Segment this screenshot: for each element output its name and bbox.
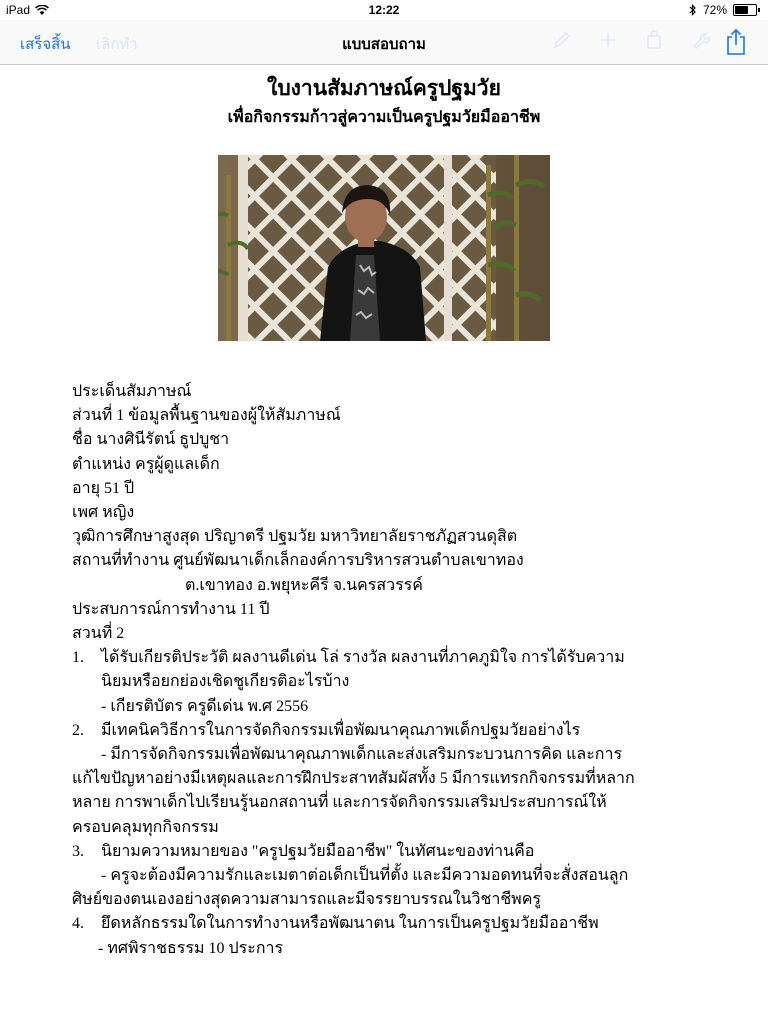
answer-3-line-2: ศิษย์ของตนเองอย่างสุดความสามารถและมีจรรยาบรรณในวิชาชีพครู — [72, 891, 542, 909]
answer-2-line-4: ครอบคลุมทุกกิจกรรม — [72, 818, 219, 836]
status-right — [689, 3, 760, 17]
question-number: 2. — [72, 721, 84, 739]
age-line: อายุ 51 ปี — [72, 479, 135, 497]
wrench-icon[interactable] — [690, 30, 710, 50]
question-text: มีเทคนิควิธีการในการจัดกิจกรรมเพื่อพัฒนาคุณภาพเด็กปฐมวัยอย่างไร — [101, 721, 581, 739]
bluetooth-icon — [689, 4, 697, 16]
section-heading: ประเด็นสัมภาษณ์ — [72, 383, 192, 400]
status-bar — [0, 0, 768, 20]
document-subtitle: เพื่อกิจกรรมก้าวสู่ความเป็นครูปฐมวัยมืออาชีพ — [227, 109, 541, 126]
teacher-photo-image — [218, 155, 550, 341]
answer-4: - ทศพิราชธรรม 10 ประการ — [98, 939, 284, 957]
undo-button[interactable]: เลิกทำ — [96, 36, 138, 53]
battery-tip — [758, 8, 760, 12]
carrier-label: iPad — [6, 3, 31, 17]
answer-2-line-1: - มีการจัดกิจกรรมเพื่อพัฒนาคุณภาพเด็กและส่งเสริมกระบวนการคิด และการ — [101, 746, 623, 764]
answer-2-line-3: หลาย การพาเด็กไปเรียนรู้นอกสถานที่ และการจัดกิจกรรมเสริมประสบการณ์ให้ — [72, 794, 607, 812]
document-title: ใบงานสัมภาษณ์ครูปฐมวัย — [267, 76, 501, 100]
workplace-address-line: ต.เขาทอง อ.พยุหะคีรี จ.นครสวรรค์ — [185, 576, 423, 594]
question-1 — [72, 646, 712, 670]
answer-1: - เกียรติบัตร ครูดีเด่น พ.ศ 2556 — [101, 697, 309, 715]
education-line: วุฒิการศึกษาสูงสุด ปริญาตรี ปฐมวัย มหาวิทยาลัยราชภัฏสวนดุสิต — [72, 528, 518, 546]
battery-percent: 72% — [702, 3, 727, 17]
name-line: ชื่อ นางศินีรัตน์ ธูปบูชา — [72, 431, 230, 449]
question-text: ได้รับเกียรติประวัติ ผลงานดีเด่น โล่ รางวัล ผลงานที่ภาคภูมิใจ การได้รับความ — [101, 649, 625, 667]
workplace-line: สถานที่ทำงาน ศูนย์พัฒนาเด็กเล็กองค์การบริหารสวนตำบลเขาทอง — [72, 552, 524, 570]
question-number: 4. — [72, 915, 84, 933]
position-line: ตำแหน่ง ครูผู้ดูแลเด็ก — [72, 455, 220, 473]
teacher-photo — [218, 155, 550, 341]
gender-line: เพศ หญิง — [72, 504, 135, 522]
battery-level — [735, 6, 748, 14]
done-button[interactable]: เสร็จสิ้น — [20, 36, 71, 53]
toolbar-icons — [552, 30, 710, 50]
share-icon[interactable] — [724, 28, 748, 56]
plus-icon[interactable] — [598, 30, 618, 50]
question-number: 3. — [72, 842, 84, 860]
interview-content — [72, 380, 712, 961]
nav-bar — [0, 20, 768, 65]
question-1-cont: นิยมหรือยกย่องเชิดชูเกียรติอะไรบ้าง — [101, 673, 350, 691]
clock: 12:22 — [368, 3, 400, 17]
answer-2-line-2: แก้ไขปัญหาอย่างมีเหตุผลและการฝึกประสาทสัมผัสทั้ง 5 มีการแทรกกิจกรรมที่หลาก — [72, 770, 635, 788]
question-3 — [72, 840, 712, 864]
bag-icon[interactable] — [644, 30, 664, 50]
question-number: 1. — [72, 649, 84, 667]
part-1-heading: ส่วนที่ 1 ข้อมูลพื้นฐานของผู้ให้สัมภาษณ์ — [72, 407, 341, 425]
part-2-heading: สวนที่ 2 — [72, 625, 125, 643]
experience-line: ประสบการณ์การทำงาน 11 ปี — [72, 600, 270, 618]
answer-3-line-1: - ครูจะต้องมีความรักและเมตาต่อเด็กเป็นที่ตั้ง และมีความอดทนที่จะสั่งสอนลูก — [101, 867, 629, 885]
question-text: นิยามความหมายของ "ครูปฐมวัยมืออาชีพ" ในทัศนะของท่านคือ — [101, 842, 535, 860]
page-title: แบบสอบถาม — [342, 36, 426, 53]
battery-icon — [733, 4, 757, 16]
pen-icon[interactable] — [552, 30, 572, 50]
question-text: ยึดหลักธรรมใดในการทำงานหรือพัฒนาตน ในการเป็นครูปฐมวัยมืออาชีพ — [101, 915, 599, 933]
question-4 — [72, 912, 712, 936]
question-2 — [72, 719, 712, 743]
